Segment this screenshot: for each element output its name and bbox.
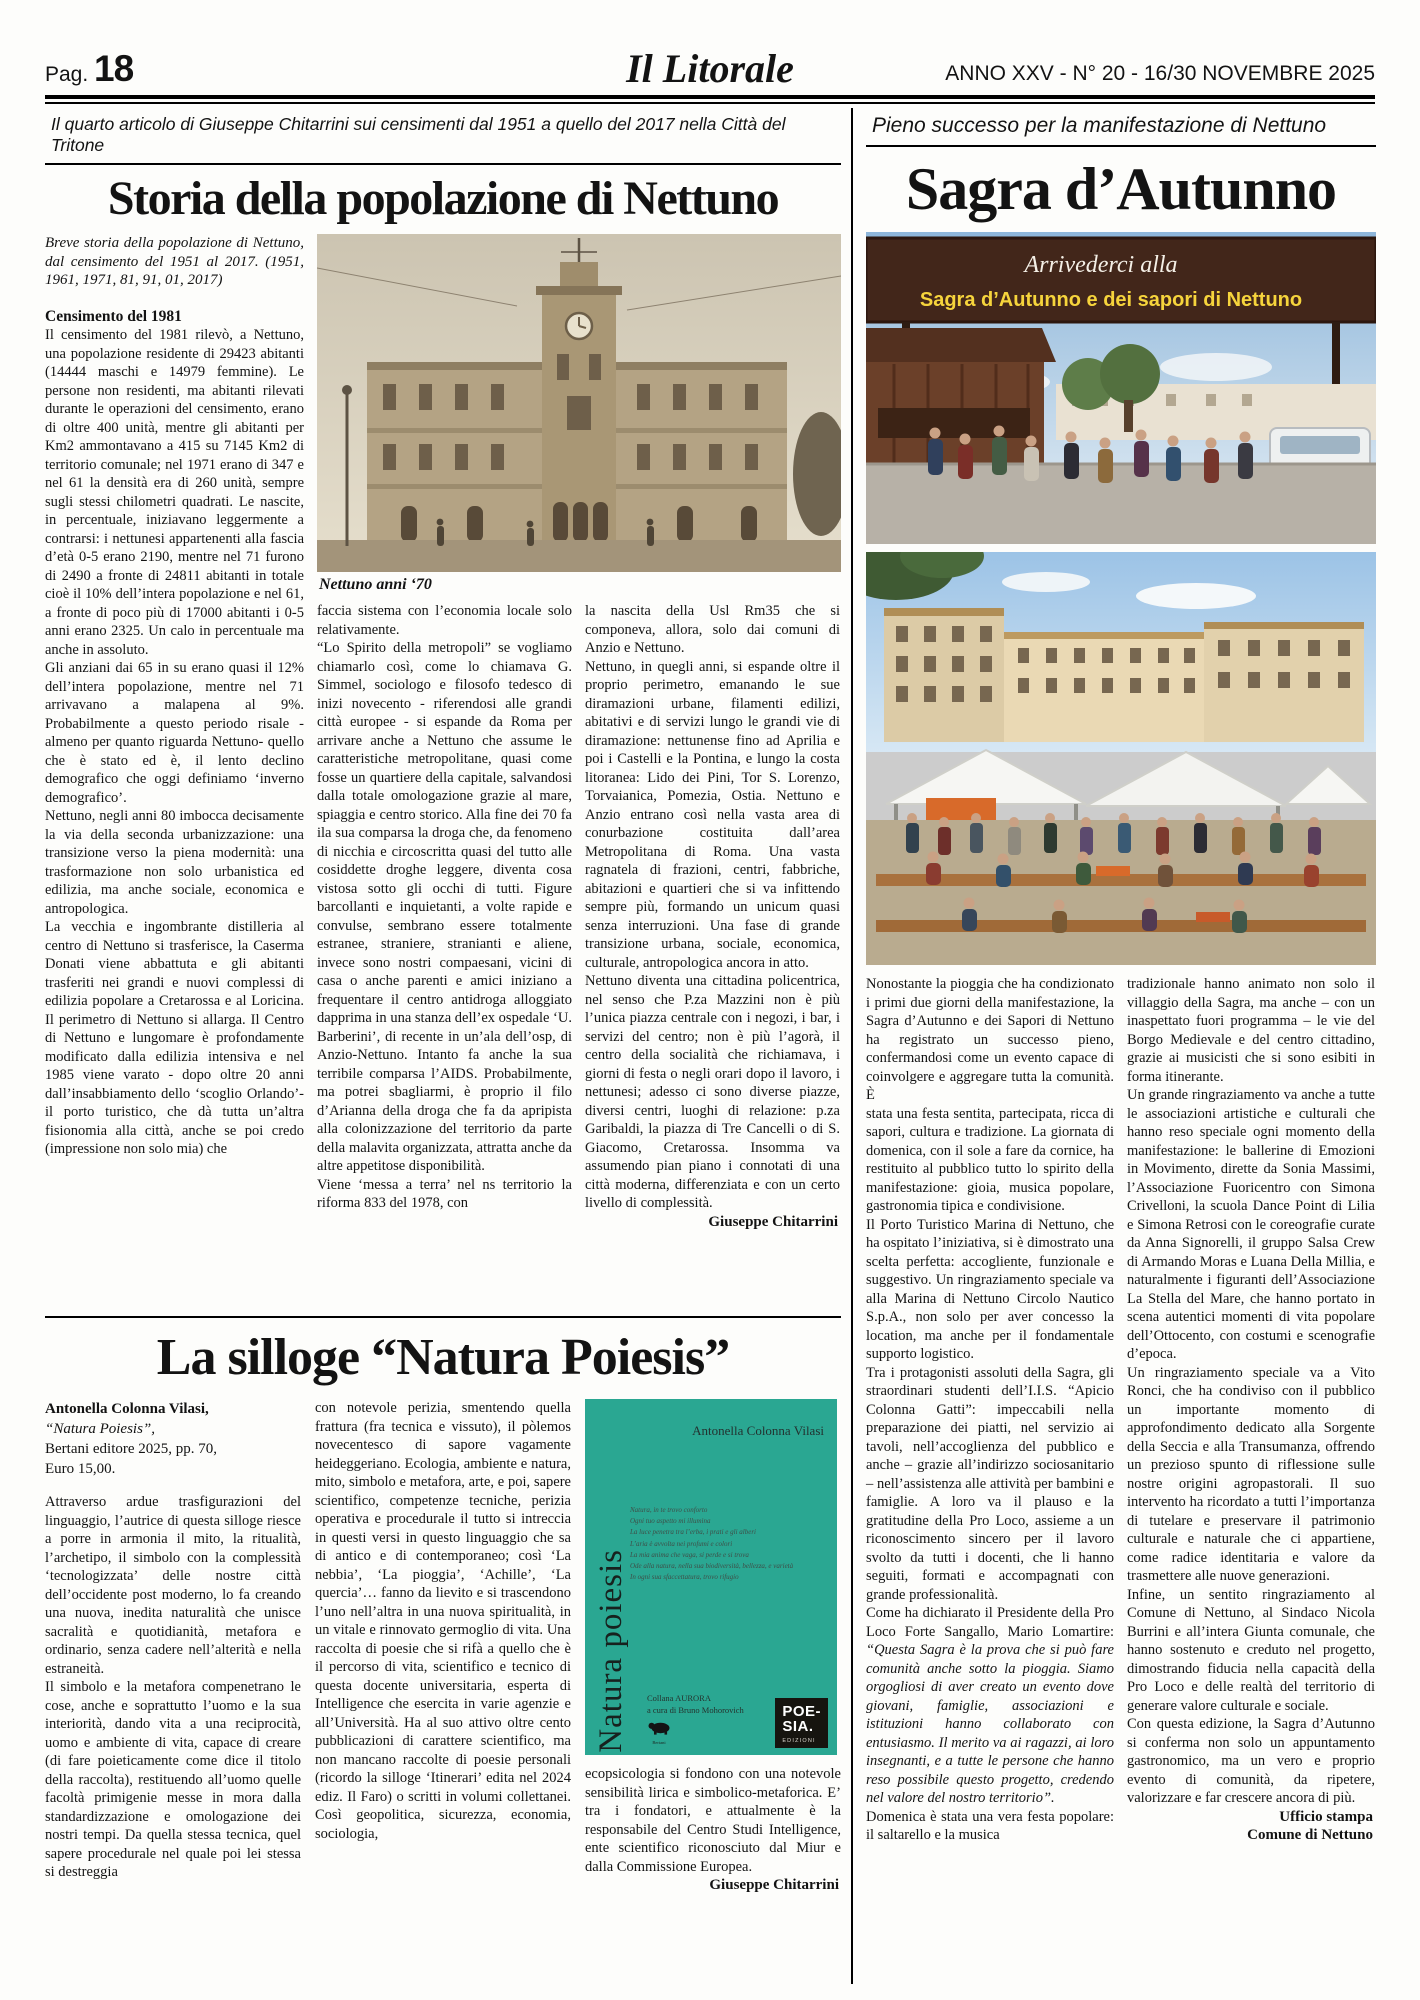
quote-lead: Come ha dichiarato il Presidente della Pro Loco Forte Sangallo, Mario Lomartire: bbox=[866, 1605, 1114, 1640]
column-divider bbox=[851, 108, 853, 1984]
logo-text-big: POE- SIA. bbox=[782, 1702, 821, 1736]
section-heading: Censimento del 1981 bbox=[45, 307, 182, 325]
cover-poem: Natura, in te trovo conforto Ogni tuo aspetto mi illumina La luce penetra tra l’erba, i prati e gli alberi L’aria è avvolta nei profumi e colori La mia anima che vaga, si perde e si trova Ode alla natura, nella sua biodiversità, bellezza, e varietà In ogni sua sfaccettatura, trovo rifugio bbox=[630, 1506, 794, 1582]
headline-book-review: La silloge “Natura Poiesis” bbox=[156, 1329, 730, 1386]
building-photo-illustration bbox=[317, 234, 841, 572]
banner-main-text: Sagra d’Autunno e dei sapori di Nettuno bbox=[919, 289, 1303, 311]
bear-icon bbox=[647, 1720, 671, 1735]
review-column-2 bbox=[315, 1399, 571, 1895]
body-paragraph: Il Porto Turistico Marina di Nettuno, che ha ospitato l’iniziativa, si è dimostrato una scelta perfetta: accogliente, funzionale e suggestivo. Un ringraziamento speciale va alla Marina di Nettuno Circolo Nautico S.p.A., non solo per aver concesso la location, ma anche per il fondamentale supporto logistico. bbox=[866, 1216, 1114, 1362]
body-paragraph: Un grande ringraziamento va anche a tutte le associazioni artistiche e culturali che hanno reso speciale ogni momento della manifestazione: le ballerine di Emozioni in Movimento, dirette da Sonia Massimi, l’Associazione Fuoricentro con Simona Crivelloni, la scuola Dance Point di Lilia e Simona Retrosi con le coreografie curate da Anna Signorelli, il gruppo Salsa Crew di Armando Moras e Luana Della Millia, e naturalmente i figuranti dell’Associazione La Stella del Mare, che hanno portato in scena autentici momenti di vita popolare dell’Ottocento, con costumi e scenografie d’epoca. bbox=[1127, 1087, 1375, 1362]
body-paragraph: Il simbolo e la metafora compenetrano le cose, anche e soprattutto l’uomo e la sua interiorità, dando vita a una reciprocità, uomo e ambiente di vita, capace di creare (di fare poieticamente come dice il titolo della raccolta), restituendo all’uomo quelle facoltà primigenie messe in mora dalla standardizzazione e omologazione dei nostri tempi. Da quella stessa tecnica, quel sapere procedurale nel quale poi lei stessa si destreggia bbox=[45, 1679, 301, 1880]
body-paragraph: la nascita della Usl Rm35 che si componeva, allora, solo dai comuni di Anzio e Nettuno. bbox=[585, 603, 840, 656]
body-paragraph: Nettuno, in quegli anni, si espande oltre il proprio perimetro, emanando le sue diramazioni urbane, filamenti edilizi, abitativi e di servizi lungo le grandi vie di diramazione: nettunense fino ad Aprilia e poi i Castelli e la Pontina, e lungo la costa litoranea: Lido dei Pini, Tor S. Lorenzo, Torvaianica, Pomezia, Ostia. Nettuno e Anzio entrano così nella vasta area di conurbazione costituita dall’area Metropolitana di Roma. Una vasta ragnatela di frazioni, centri, fabbriche, abitazioni e quartieri che si va infittendo sempre più, formando un unicum quasi senza interruzioni. Una fase di grande transizione urbana, sociale, economica, culturale, antropologica ancora in atto. bbox=[585, 658, 840, 971]
population-column-1 bbox=[45, 234, 304, 1231]
municipality-signature: Comune di Nettuno bbox=[1247, 1827, 1373, 1843]
review-column-3-text bbox=[585, 1765, 841, 1895]
poesia-edizioni-logo bbox=[775, 1698, 828, 1749]
kicker-left: Il quarto articolo di Giuseppe Chitarrini sui censimenti dal 1951 a quello del 2017 nella Città del Tritone bbox=[45, 108, 841, 165]
headline-sagra: Sagra d’Autunno bbox=[905, 156, 1337, 222]
bear-label: Bertani bbox=[652, 1740, 666, 1745]
population-column-2 bbox=[317, 602, 572, 1231]
author-signature: Giuseppe Chitarrini bbox=[708, 1213, 838, 1230]
sagra-photo-tents bbox=[866, 552, 1376, 965]
article-book-review bbox=[45, 1316, 841, 1895]
page-number-block bbox=[45, 48, 133, 90]
body-paragraph: faccia sistema con l’economia locale solo relativamente. bbox=[317, 603, 572, 638]
body-paragraph: Nettuno diventa una cittadina policentrica, nel senso che P.za Mazzini non è più l’unica piazza centrale con i negozi, i bar, i servizi del centro; non è più l’agorà, il centro della socialità che richiamava, i giorni di festa o negli orari dopo il lavoro, i nettunesi; adesso ci sono diverse piazze, diversi centri, luoghi di relazione: p.za Garibaldi, la piazza di Tre Cancelli o di S. Giacomo, Cretarossa. Insomma va assumendo pian piano i connotati di una città moderna, differenziata e con un certo livello di complessità. bbox=[585, 973, 840, 1211]
logo-text-small: EDIZIONI bbox=[782, 1738, 816, 1744]
article-intro: Breve storia della popolazione di Nettuno, dal censimento del 1951 al 2017. (1951, 1961, 1971, 81, 91, 01, 2017) bbox=[45, 235, 304, 288]
body-paragraph: Infine, un sentito ringraziamento al Comune di Nettuno, al Sindaco Nicola Burrini e all’intera Giunta comunale, che hanno sostenuto e creduto nel progetto, dimostrando fiducia nella capacità della Pro Loco e delle realtà del territorio di generare valore culturale e sociale. bbox=[1127, 1586, 1375, 1714]
book-publisher: Bertani editore 2025, pp. 70, bbox=[45, 1441, 218, 1457]
quote-italic: “Questa Sagra è la prova che si può fare comunità anche sotto la pioggia. Siamo orgogliosi di aver creato un evento dove giovani, famiglie, associazioni e istituzioni hanno collaborato con entusiasmo. Il merito va ai ragazzi, ai loro insegnanti, e a tutte le persone che hanno reso possibile questo progetto, credendo nel valore del nostro territorio”. bbox=[866, 1642, 1114, 1806]
kicker-right: Pieno successo per la manifestazione di Nettuno bbox=[866, 108, 1376, 147]
page-label: Pag. bbox=[45, 63, 89, 86]
page-header bbox=[45, 46, 1375, 92]
masthead: Il Litorale bbox=[626, 46, 794, 91]
header-rule bbox=[45, 95, 1375, 104]
body-paragraph: “Lo Spirito della metropoli” se vogliamo chiamarlo così, come lo chiamava G. Simmel, sociologo e filosofo tedesco di inizi novecento - riferendosi alle grandi città europee - si espande da Roma per arrivare anche a Nettuno che assume le caratteristiche metropolitane, quasi come fosse un quartiere della capitale, salvandosi dalla totale omologazione grazie al mare, spiaggia e centro storico. Alla fine dei 70 fa ila sua comparsa la droga che, da fenomeno di nicchia e circoscritta quasi del tutto alle cosiddette droghe leggere, diventa cosa vistosa sotto gli occhi di tutti. Figure barcollanti e inquietanti, a volte rapide e convulse, sembrano essere totalmente estranee, straniere, stranianti e aliene, invece sono nostri compaesani, vicini di casa o anche parenti e amici iniziano a frequentare il centro antidroga alloggiato dapprima in una stanza dell’ex ospedale ‘U. Barberini’, di recente in un’ala dell’osp, di Anzio-Nettuno. Intanto fa anche la sua terribile comparsa l’AIDS. Probabilmente, ma potrei sbagliarmi, è proprio il filo d’Arianna della droga che fa da apripista alla colonizzazione del territorio da parte della malavita organizzata, attratta anche da altre appetitose disponibilità. bbox=[317, 640, 572, 1174]
body-paragraph: Nonostante la pioggia che ha condizionato i primi due giorni della manifestazione, la Sagra d’Autunno e dei Sapori di Nettuno ha registrato un successo pieno, confermandosi come un evento capace di coinvolgere e aggregare tutta la comunità. È bbox=[866, 976, 1114, 1103]
book-author: Antonella Colonna Vilasi, bbox=[45, 1401, 209, 1417]
body-paragraph: Viene ‘messa a terra’ nel ns territorio la riforma 833 del 1978, con bbox=[317, 1176, 572, 1211]
cover-collana: Collana AURORA a cura di Bruno Mohorovich bbox=[647, 1692, 744, 1716]
body-paragraph: tradizionale hanno animato non solo il villaggio della Sagra, ma anche – con un inaspettato fuori programma – le vie del Borgo Medievale e del centro cittadino, grazie ai musicisti che si sono esibiti in forma itinerante. bbox=[1127, 976, 1375, 1085]
sagra-column-2 bbox=[1127, 975, 1375, 1845]
article-population bbox=[45, 108, 841, 1231]
population-column-3 bbox=[585, 602, 840, 1231]
book-title: “Natura Poiesis”, bbox=[45, 1421, 156, 1437]
body-paragraph: Con questa edizione, la Sagra d’Autunno si conferma non solo un appuntamento gastronomico, ma un vero e proprio evento di comunità, da ripetere, valorizzare e far crescere ancora di più. bbox=[1127, 1716, 1375, 1806]
body-paragraph: Tra i protagonisti assoluti della Sagra, gli straordinari studenti dell’I.I.S. “Apicio Colonna Gatti”: impeccabili nella preparazione dei piatti, nel servizio ai tavoli, nell’accoglienza del pubblico e anche – grazie all’indirizzo sociosanitario – nell’assistenza alle attività per bambini e famiglie. A loro va il plauso e la gratitudine della Pro Loco, assieme a un riconoscimento sincero per il lavoro svolto da tutti i docenti, che li hanno seguiti, formati e accompagnati con grande professionalità. bbox=[866, 1364, 1114, 1603]
body-paragraph: La vecchia e ingombrante distilleria al centro di Nettuno si trasferisce, la Caserma Donati viene abbattuta e gli abitanti trasferiti nei grandi e nuovi complessi di edilizia popolare a Cretarossa e al Loricina. Il perimetro di Nettuno si allarga. Il Centro di Nettuno e lungomare è profondamente modificato dalla edilizia intensiva e nel 1985 viene varato - dopo oltre 20 anni dall’insabbiamento dello ‘scoglio Orlando’- il porto turistico, che dà tutta un’altra fisionomia alla città, anche se poi credo (impressione non solo mia) che bbox=[45, 919, 304, 1157]
book-price: Euro 15,00. bbox=[45, 1461, 116, 1477]
photo-caption: Nettuno anni ‘70 bbox=[319, 576, 432, 593]
review-column-3 bbox=[585, 1399, 841, 1895]
cover-author: Antonella Colonna Vilasi bbox=[692, 1423, 824, 1438]
headline-population: Storia della popolazione di Nettuno bbox=[107, 172, 779, 225]
article-sagra bbox=[866, 108, 1376, 1845]
press-office-signature: Ufficio stampa bbox=[1279, 1808, 1373, 1825]
body-paragraph-quote bbox=[866, 1604, 1114, 1808]
body-paragraph: Un ringraziamento speciale va a Vito Ronci, che ha condiviso con il pubblico un importante momento di approfondimento dedicato alla Sorgente della Seccia e alla Transumanza, offrendo un prezioso spunto di riflessione sulle nostre origini agropastorali. Il suo intervento ha ricordato a tutti l’importanza di tutelare e preservare il patrimonio culturale e naturale che ci appartiene, come radice identitaria e valore da trasmettere alle nuove generazioni. bbox=[1127, 1364, 1375, 1584]
body-paragraph: Domenica è stata una vera festa popolare: il saltarello e la musica bbox=[866, 1808, 1114, 1843]
review-column-1 bbox=[45, 1399, 301, 1895]
sagra-photo1-illustration bbox=[866, 232, 1376, 544]
book-byline bbox=[45, 1399, 301, 1479]
author-signature: Giuseppe Chitarrini bbox=[709, 1877, 839, 1893]
body-paragraph: Il censimento del 1981 rilevò, a Nettuno, una popolazione residente di 29423 abitanti (14444 maschi e 14979 femmine). Le persone non residenti, ma abitanti rilevati durante le operazioni del censimento, erano di oltre 400 unità, mentre gli abitanti per Km2 ammontavano a 415 su 7145 Km2 di territorio comunale; nel 1971 erano di 347 e nel 61 la densità era di 260 unità, sempre sugli stessi chilometri quadrati. Le nascite, in percentuale, iniziavano leggermente a contrarsi: i nettunesi appartenenti alla fascia d’età 0-5 erano 2190, mentre nel 71 furono di 2490 a fronte di 24811 abitanti in totale cioè il 10% dell’intera popolazione e nel 61, a fronte di poco più di 17000 abitanti i 0-5 anni erano 2325. Un calo in percentuale ma anche in assoluto. bbox=[45, 327, 304, 658]
issue-info: ANNO XXV - N° 20 - 16/30 NOVEMBRE 2025 bbox=[945, 62, 1375, 85]
banner-script-text: Arrivederci alla bbox=[1024, 252, 1178, 278]
sagra-photo2-illustration bbox=[866, 552, 1376, 965]
cover-title: Natura poiesis bbox=[593, 1549, 629, 1753]
sagra-column-1 bbox=[866, 975, 1114, 1845]
sagra-photo-banner bbox=[866, 232, 1376, 544]
body-paragraph: Nettuno, negli anni 80 imbocca decisamente la via della seconda urbanizzazione: una transizione verso la piena modernità: una trasformazione non solo urbanistica ed edilizia, ma anche sociale, economica e antropologica. bbox=[45, 808, 304, 917]
body-paragraph: ecopsicologia si fondono con una notevole sensibilità lirica e simbolico-metaforica. E’ tra i fondatori, e attualmente è la responsabile del Centro Studi Intelligence, ente scientifico riconosciuto dal Miur e dalla Commissione Europea. bbox=[585, 1766, 841, 1875]
page-number: 18 bbox=[94, 48, 134, 89]
body-paragraph: Attraverso ardue trasfigurazioni del linguaggio, l’autrice di questa silloge riesce a porre in armonia il mito, la ritualità, l’archetipo, il simbolo con la complessità ‘tecnologizzata’ delle nostre città dell’occidente post moderno, lo fa creando una nuova, inedita naturalità che unisce sacralità e quotidianità, metafora e ordinario, senza cadere nell’alterità e nella estraneità. bbox=[45, 1494, 301, 1677]
book-cover-image bbox=[585, 1399, 837, 1755]
body-paragraph: stata una festa sentita, partecipata, ricca di sapori, cultura e tradizione. La giornata di domenica, con il sole a fare da cornice, ha restituito al pubblico tutto lo spirito della manifestazione: gioia, musica popolare, gastronomia tipica e condivisione. bbox=[866, 1105, 1114, 1214]
building-photo bbox=[317, 234, 841, 572]
body-paragraph: con notevole perizia, smentendo quella frattura (fra tecnica e vissuto), il pòlemos novecentesco di sapore vagamente heideggeriano. Ecologia, ambiente e natura, mito, simbolo e metafora, arte, e poi, sapere scientifico, competenze tecniche, perizia operativa e procedurale il tutto si intreccia in questi versi in questo linguaggio che sa di antico e di contemporaneo; così ‘La nebbia’, ‘La pioggia’, ‘Achille’, ‘La quercia’… fanno da lievito e si trascendono l’uno nell’altra in una nuova spiritualità, in un vitale e rinnovato germoglio di vita. Una raccolta di poesie che si rifà a quello che è il percorso di vita, scientifico e tecnico di questa docente universitaria, esperta di Intelligence che esercita in varie agenzie e all’Università. Ha al suo attivo oltre cento pubblicazioni di carattere scientifico, ma non mancano raccolte di poesie personali (ricordo la silloge ‘Itinerari’ edita nel 2024 ediz. Il Faro) o scritti in volumi collettanei. Così geopolitica, sicurezza, economia, sociologia, bbox=[315, 1400, 571, 1842]
bertani-bear-logo bbox=[647, 1720, 671, 1745]
body-paragraph: Gli anziani dai 65 in su erano quasi il 12% dell’intera popolazione, mentre nel 71 arrivavano a malapena al 9%. Probabilmente a questo periodo risale -almeno per quanto riguarda Nettuno- quello che è stato ed è, il lento declino demografico che oggi definiamo ‘inverno demografico’. bbox=[45, 660, 304, 806]
